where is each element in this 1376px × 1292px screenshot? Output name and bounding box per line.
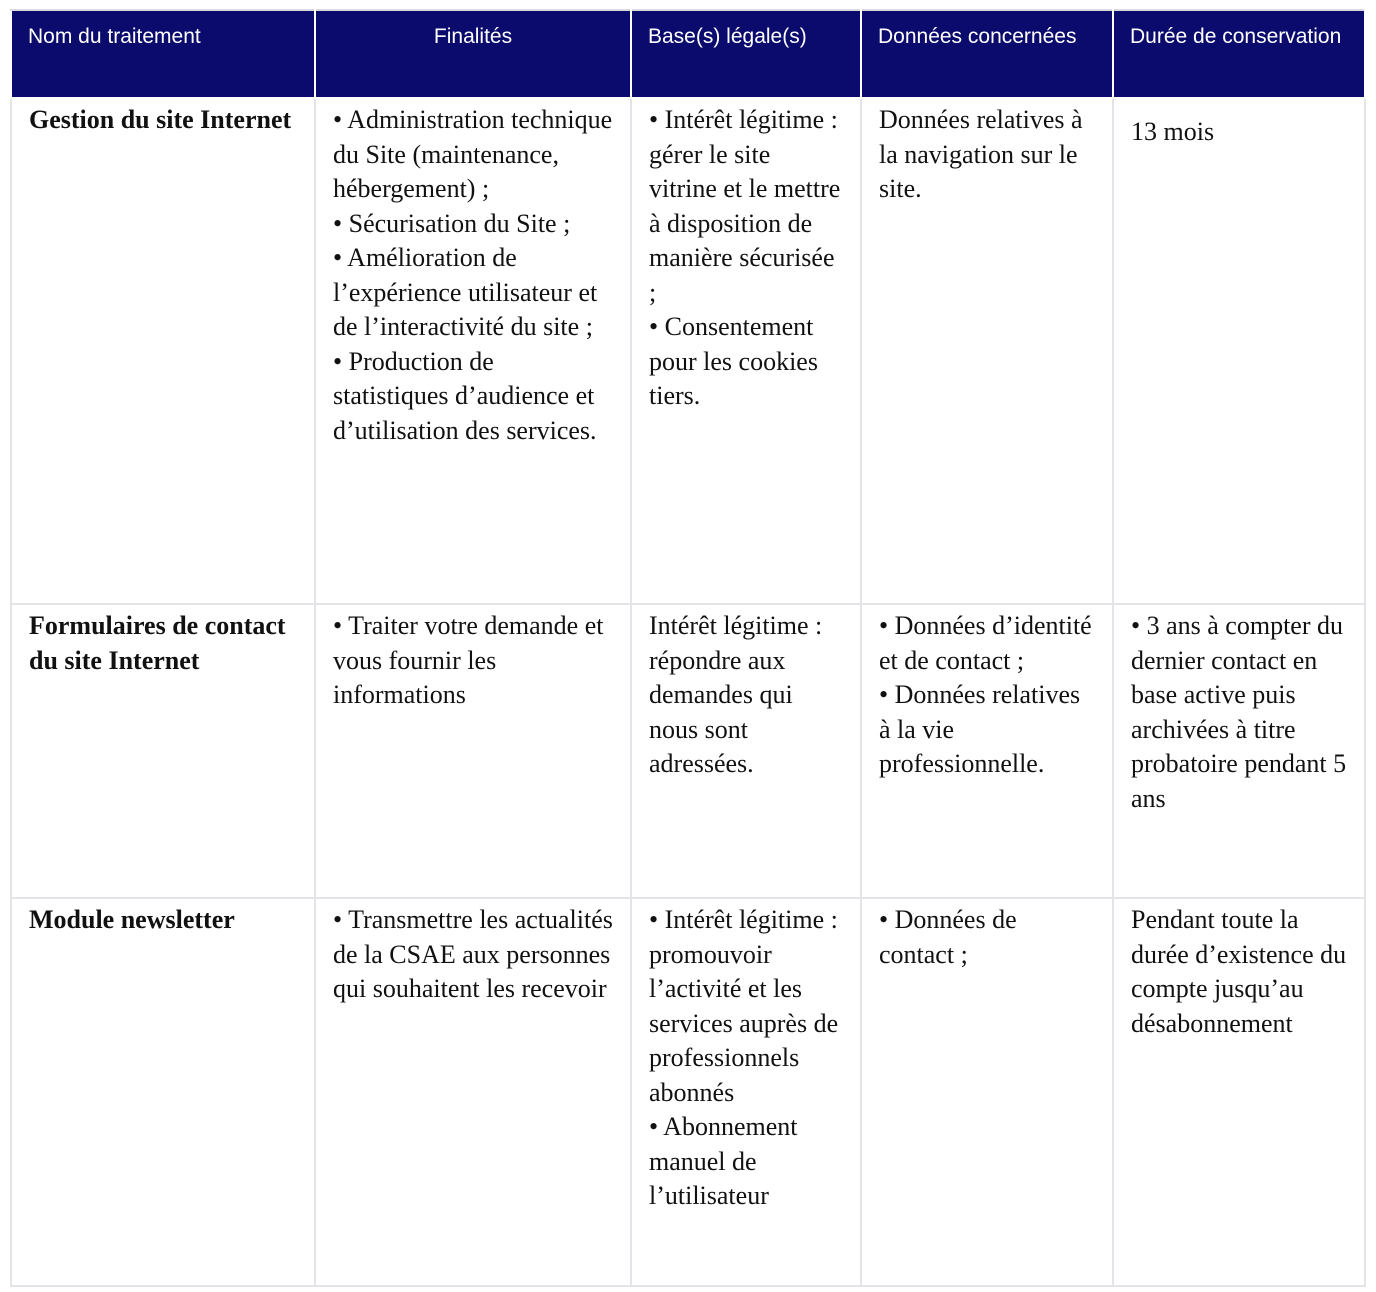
processing-name: Module newsletter xyxy=(11,898,315,1286)
purpose-item: • Sécurisation du Site ; xyxy=(333,208,571,238)
legal-basis-item: • Intérêt légitime : gérer le site vitrine et le mettre à disposition de manière sécurisée ; xyxy=(649,105,841,307)
table-header-row xyxy=(11,10,1365,98)
retention-text: • 3 ans à compter du dernier contact en base active puis archivées à titre probatoire pendant 5 ans xyxy=(1131,611,1347,813)
legal-bases-cell xyxy=(631,98,861,604)
purpose-item: • Administration technique du Site (maintenance, hébergement) ; xyxy=(333,105,613,203)
table-row xyxy=(11,98,1365,604)
data-item: • Données d’identité et de contact ; xyxy=(879,611,1092,675)
header-data: Données concernées xyxy=(861,10,1113,98)
purpose-item: • Traiter votre demande et vous fournir les informations xyxy=(333,611,604,709)
legal-basis-item: • Intérêt légitime : promouvoir l’activité et les services auprès de professionnels abonnés xyxy=(649,905,839,1107)
data-cell xyxy=(861,98,1113,604)
table-row xyxy=(11,604,1365,898)
legal-basis-item: • Consentement pour les cookies tiers. xyxy=(649,312,818,410)
purposes-cell xyxy=(315,98,631,604)
retention-cell xyxy=(1113,898,1365,1286)
processing-name: Formulaires de contact du site Internet xyxy=(11,604,315,898)
header-retention: Durée de conservation xyxy=(1113,10,1365,98)
purpose-item: • Transmettre les actualités de la CSAE aux personnes qui souhaitent les recevoir xyxy=(333,905,613,1003)
retention-text: 13 mois xyxy=(1131,117,1215,146)
retention-cell xyxy=(1113,98,1365,604)
purposes-cell xyxy=(315,604,631,898)
data-cell xyxy=(861,604,1113,898)
purpose-item: • Amélioration de l’expérience utilisateur et de l’interactivité du site ; xyxy=(333,243,598,341)
retention-cell xyxy=(1113,604,1365,898)
legal-basis-item: Intérêt légitime : répondre aux demandes qui nous sont adressées. xyxy=(649,611,823,778)
header-legal-bases: Base(s) légale(s) xyxy=(631,10,861,98)
purpose-item: • Production de statistiques d’audience et d’utilisation des services. xyxy=(333,346,597,445)
purposes-cell xyxy=(315,898,631,1286)
data-item: • Données relatives à la vie professionnelle. xyxy=(879,680,1081,778)
legal-bases-cell xyxy=(631,604,861,898)
data-item: • Données de contact ; xyxy=(879,905,1017,969)
header-purposes: Finalités xyxy=(315,10,631,98)
data-item: Données relatives à la navigation sur le site. xyxy=(879,105,1083,203)
data-cell xyxy=(861,898,1113,1286)
legal-basis-item: • Abonnement manuel de l’utilisateur xyxy=(649,1112,798,1210)
header-name: Nom du traitement xyxy=(11,10,315,98)
retention-text: Pendant toute la durée d’existence du compte jusqu’au désabonnement xyxy=(1131,905,1347,1038)
processing-name: Gestion du site Internet xyxy=(11,98,315,604)
table-row xyxy=(11,898,1365,1286)
processing-table xyxy=(10,9,1366,1287)
legal-bases-cell xyxy=(631,898,861,1286)
